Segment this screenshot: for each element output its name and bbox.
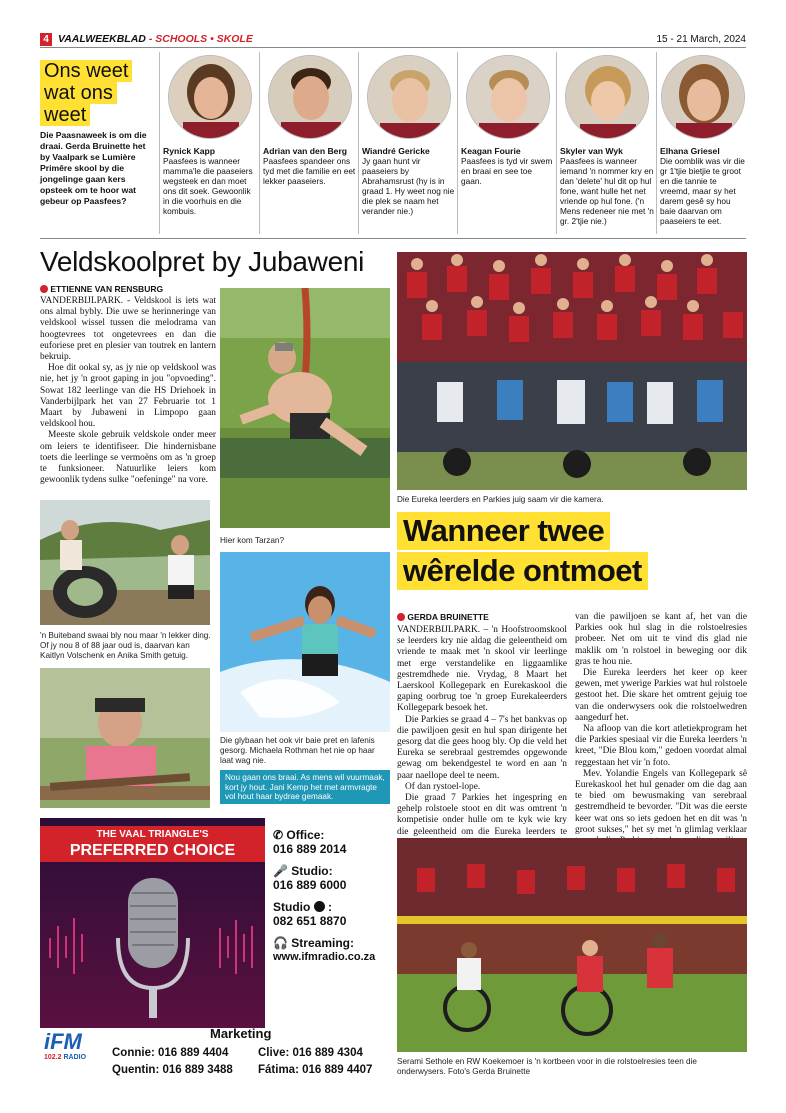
office-label: Office: <box>286 828 325 842</box>
logo-text: iFM <box>44 1029 82 1054</box>
vox-title <box>40 60 160 126</box>
section-name: SCHOOLS • SKOLE <box>155 33 253 45</box>
ad-banner <box>40 826 265 862</box>
page-number: 4 <box>43 34 49 45</box>
whatsapp-icon <box>314 901 325 912</box>
vox-question: Die Paasnaweek is om die draai. Gerda Bruinette het by Vaalpark se Lumière Primêre skool by die jongelinge gaan kers opsteek om te hoor wat gebeur op Paasfees? <box>40 130 147 206</box>
avatar <box>661 55 745 139</box>
paragraph: Na afloop van die kort atletiekprogram het die Parkies spesiaal vir die Eureka leerders 'n kreet, "Die Blou kom," gedoen voordat almal reggestaan het vir 'n foto. <box>575 724 747 768</box>
caption-eureka-group: Die Eureka leerders en Parkies juig saam vir die kamera. <box>397 495 604 504</box>
paragraph: Die graad 7 Parkies het ingespring en gehelp rolstoele stoot en dit was omtrent 'n kompetisie onder hulle om te kyk wie kry die geleentheid om die Eureka leerders te <box>397 793 567 837</box>
caption-braai: Nou gaan ons braai. As mens wil vuurmaak, kort jy hout. Jani Kemp het met armvragte vol hout haar bydrae gemaak. <box>225 773 385 802</box>
article1-headline: Veldskoolpret by Jubaweni <box>40 246 365 277</box>
paragraph: Mev. Yolandie Engels van Kollegepark sê Eurekaskool het hul genader om die dag aan te bied om bewusmaking van serebraal gestremdheid te bevorder. "Dit was die eerste keer wat ons so iets gedoen het en dit was 'n groot sukses," het sy met 'n glimlag verklaar <box>575 768 747 835</box>
office-number: 016 889 2014 <box>273 842 347 856</box>
ifm-logo <box>44 1030 106 1076</box>
ad-contacts: ✆ Office: 016 889 2014 🎤 Studio: 016 889 6000 Studio : 082 651 8870 🎧 Streaming: www.ifmradio.co.za <box>273 828 391 964</box>
vox-name: Rynick Kapp <box>163 146 216 156</box>
avatar <box>367 55 451 139</box>
page-number-box <box>40 33 52 46</box>
marketing-contact: Clive: 016 889 4304 <box>258 1047 363 1059</box>
vox-name: Adrian van den Berg <box>263 146 348 156</box>
caption-tarzan: Hier kom Tarzan? <box>220 536 285 545</box>
vox-name: Keagan Fourie <box>461 146 521 156</box>
vox-title-line: wat ons <box>40 82 117 104</box>
studio-number: 016 889 6000 <box>273 878 347 892</box>
vox-divider <box>556 52 557 234</box>
vox-name: Wiandré Gericke <box>362 146 430 156</box>
streaming-url[interactable]: www.ifmradio.co.za <box>273 951 376 963</box>
avatar <box>565 55 649 139</box>
vox-title-line: Ons weet <box>40 60 132 82</box>
headphones-icon: 🎧 <box>273 936 288 950</box>
vox-quote: Jy gaan hunt vir paaseiers by Abrahamsrust (hy is in graad 1. Hy weet nog nie die plek se naam het verander nie.) <box>362 156 455 216</box>
vox-divider <box>159 52 160 234</box>
headline-line: Wanneer twee <box>397 512 610 550</box>
marketing-contact: Fátima: 016 889 4407 <box>258 1064 373 1076</box>
vox-divider <box>457 52 458 234</box>
caption-waterslide: Die glybaan het ook vir baie pret en lafenis gesorg. Michaela Rothman het nie op haar laat wag nie. <box>220 736 375 765</box>
vox-title-line: weet <box>40 104 90 126</box>
studio-label: Studio: <box>291 864 333 878</box>
vox-divider <box>656 52 657 234</box>
avatar <box>466 55 550 139</box>
vox-divider <box>358 52 359 234</box>
caption-wheelchair-race: Serami Sethole en RW Koekemoer is 'n kortbeen voor in die rolstoelresies teen die onderwysers. Foto's Gerda Bruinette <box>397 1057 697 1076</box>
section-rule <box>40 238 746 239</box>
paragraph: Die Parkies se graad 4 – 7's het bankvas op die pawiljoen gesit en hul span dirigente het gesorg dat die gees hoog bly. Op die veld het Eureka se serebraal gestremdes opgewonde gewag om bekendgestel te word en aan 'n paar naellope deel te neem. <box>397 714 567 781</box>
issue-date: 15 - 21 March, 2024 <box>656 34 746 45</box>
vox-quote: Paasfees spandeer ons tyd met die familie en eet lekker paaseiers. <box>263 156 356 186</box>
vox-quote: Paasfees is wanneer iemand 'n nommer kry en dan 'delete' hul dit op hul fone, want hulle het net vriende op hul fone. ('n Mens redeneer nie met 'n gr. 2'tjie nie.) <box>560 156 654 226</box>
photo-wood-carrying <box>40 668 210 808</box>
vox-quote: Paasfees is tyd vir swem en braai en see toe gaan. <box>461 156 553 186</box>
ad-banner-line2: PREFERRED CHOICE <box>69 842 236 859</box>
article2-body-col2 <box>575 612 747 858</box>
studio-wa-label: Studio <box>273 900 311 914</box>
headline-line: wêrelde ontmoet <box>397 552 648 590</box>
article1-body <box>40 296 216 486</box>
streaming-label: Streaming: <box>291 936 354 950</box>
paragraph: Of dan rystoel-lope. <box>405 781 481 792</box>
vox-quote: Die oomblik was vir die gr 1'tjie bietjie te groot en die tannie te vreemd, maar sy het darem gesê sy hou baie daarvan om paaseiers te eet. <box>660 156 745 226</box>
vox-divider <box>259 52 260 234</box>
photo-tyre-swing <box>40 500 210 625</box>
byline-text: ETTIENNE VAN RENSBURG <box>50 284 164 294</box>
studio-wa-number: 082 651 8870 <box>273 914 347 928</box>
paragraph: VANDERBIJLPARK. - Veldskool is iets wat ons almal bybly. Die uwe se herinneringe van veldskool wissel tussen die melodrama van hoogtevrees tot ongetevrees en dan die euforiese pret en plesier van toutrek en lantern bekruip. <box>40 296 216 363</box>
photo-eureka-group <box>397 252 747 490</box>
logo-frequency: 102.2 <box>44 1054 62 1061</box>
caption-tyre-swing: 'n Buiteband swaai bly nou maar 'n lekker ding. Of jy nou 8 of 88 jaar oud is, daarvan kan Kaitlyn Volschenk en Anika Smith getuig. <box>40 631 211 660</box>
logo-subtitle: RADIO <box>63 1054 87 1061</box>
article1-byline <box>40 284 220 294</box>
article2-headline <box>397 512 747 590</box>
paper-name: VAALWEEKBLAD <box>58 33 146 45</box>
page-header: 4 VAALWEEKBLAD - SCHOOLS • SKOLE 15 - 21 March, 2024 <box>40 33 746 47</box>
vox-name: Elhana Griesel <box>660 146 720 156</box>
ad-banner-line1: THE VAAL TRIANGLE'S <box>96 829 209 840</box>
photo-wheelchair-race <box>397 838 747 1052</box>
article2-byline <box>397 612 567 622</box>
paragraph: Hoe dit ookal sy, as jy nie op veldskool was nie, het jy 'n groot gaping in jou "opvoeding". Sowat 182 leerlinge van die HS Driehoek in Vanderbijlpark het van 27 Februarie tot 1 Maart by Jubaweni in Limpopo gaan veldskool hou. <box>40 363 216 430</box>
microphone-icon: 🎤 <box>273 864 288 878</box>
paragraph: van die pawiljoen se kant af, het van die Parkies ook hul slag in die rolstoelresies probeer. Net om uit te vind dis glad nie maklik om 'n rolstoel in beweging oor dik gras te hou nie. <box>575 612 747 667</box>
vox-name: Skyler van Wyk <box>560 146 623 156</box>
avatar <box>268 55 352 139</box>
marketing-label: Marketing <box>210 1026 272 1041</box>
article2-body-col1 <box>397 625 567 849</box>
paragraph: VANDERBIJLPARK. – 'n Hoofstroomskool se leerders kry nie aldag die geleentheid om vriende te maak met 'n skool vir leerlinge met erge verstandelike en liggaamlike gestremdhede nie. Vrydag, 8 Maart het Laerskool Kollegepark en Eurekaskool die gaping oorbrug toe 'n groep Eurekaleerders Kollegepark besoek het. <box>397 625 567 714</box>
caption-braai-box <box>220 770 390 804</box>
phone-icon: ✆ <box>273 828 284 842</box>
paragraph: Die Eureka leerders het keer op keer gewen, met ywerige Parkies wat hul rolstoele gestoot het. Die skare het omtrent gejuig toe van die onderwysers ook die rolstoelwedren aangedurf het. <box>575 668 747 723</box>
byline-text: GERDA BRUINETTE <box>407 612 489 622</box>
paragraph: Meeste skole gebruik veldskole onder meer om leiers te identifiseer. Die hindernisbane toets die leerlinge se vermoëns om as 'n groep te funksioneer. Natuurlike leiers kom gewoonlik tydens sulke "oefeninge" na vore. <box>40 430 216 486</box>
photo-waterslide <box>220 552 390 732</box>
avatar <box>168 55 252 139</box>
radio-ad <box>40 818 390 1082</box>
vox-quote: Paasfees is wanneer mamma'le die paaseiers wegsteek en dan moet ons dit soek. Gewoonlik in die voorhuis en die kombuis. <box>163 156 253 216</box>
marketing-contact: Connie: 016 889 4404 <box>112 1047 229 1059</box>
header-rule <box>40 47 746 48</box>
photo-tarzan <box>220 288 390 528</box>
marketing-contact: Quentin: 016 889 3488 <box>112 1064 233 1076</box>
